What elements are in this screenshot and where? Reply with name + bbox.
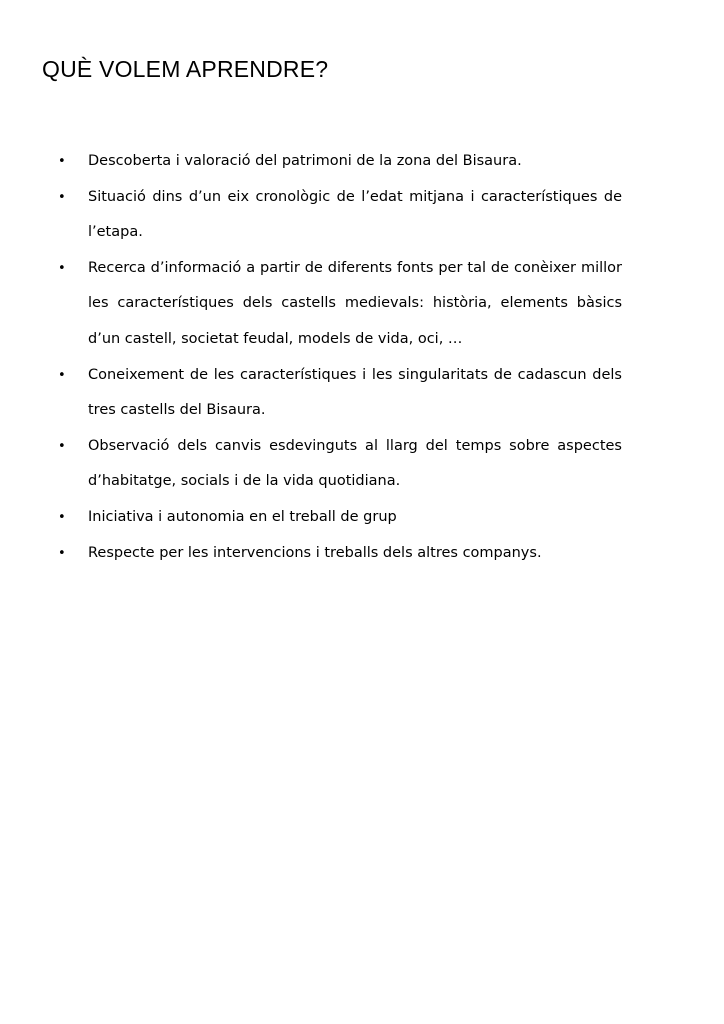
bullet-icon: • [58, 189, 66, 205]
list-item-text: Situació dins d’un eix cronològic de l’edat mitjana i característiques de l’etapa. [88, 188, 622, 241]
list-item-text: Coneixement de les característiques i les singularitats de cadascun dels tres castells del Bisaura. [88, 366, 622, 419]
page-title: QUÈ VOLEM APRENDRE? [42, 56, 329, 82]
list-item [58, 429, 622, 500]
bullet-icon: • [58, 367, 66, 383]
learning-objectives-list [58, 144, 622, 571]
list-item-text: Recerca d’informació a partir de diferents fonts per tal de conèixer millor les característiques dels castells medievals: història, elements bàsics d’un castell, societat feudal, models de vida, oci, … [88, 259, 622, 347]
list-item [58, 500, 622, 536]
list-item [58, 251, 622, 358]
list-item [58, 180, 622, 251]
bullet-icon: • [58, 438, 66, 454]
list-item [58, 144, 622, 180]
list-item-text: Respecte per les intervencions i treballs dels altres companys. [88, 544, 542, 561]
list-item-text: Descoberta i valoració del patrimoni de la zona del Bisaura. [88, 153, 522, 169]
bullet-icon: • [58, 545, 66, 561]
bullet-icon: • [58, 154, 66, 169]
list-item-text: Observació dels canvis esdevinguts al llarg del temps sobre aspectes d’habitatge, socials i de la vida quotidiana. [88, 437, 622, 490]
list-item [58, 536, 622, 572]
list-item-text: Iniciativa i autonomia en el treball de grup [88, 508, 397, 525]
list-item [58, 358, 622, 429]
bullet-icon: • [58, 260, 66, 276]
bullet-icon: • [58, 509, 66, 525]
